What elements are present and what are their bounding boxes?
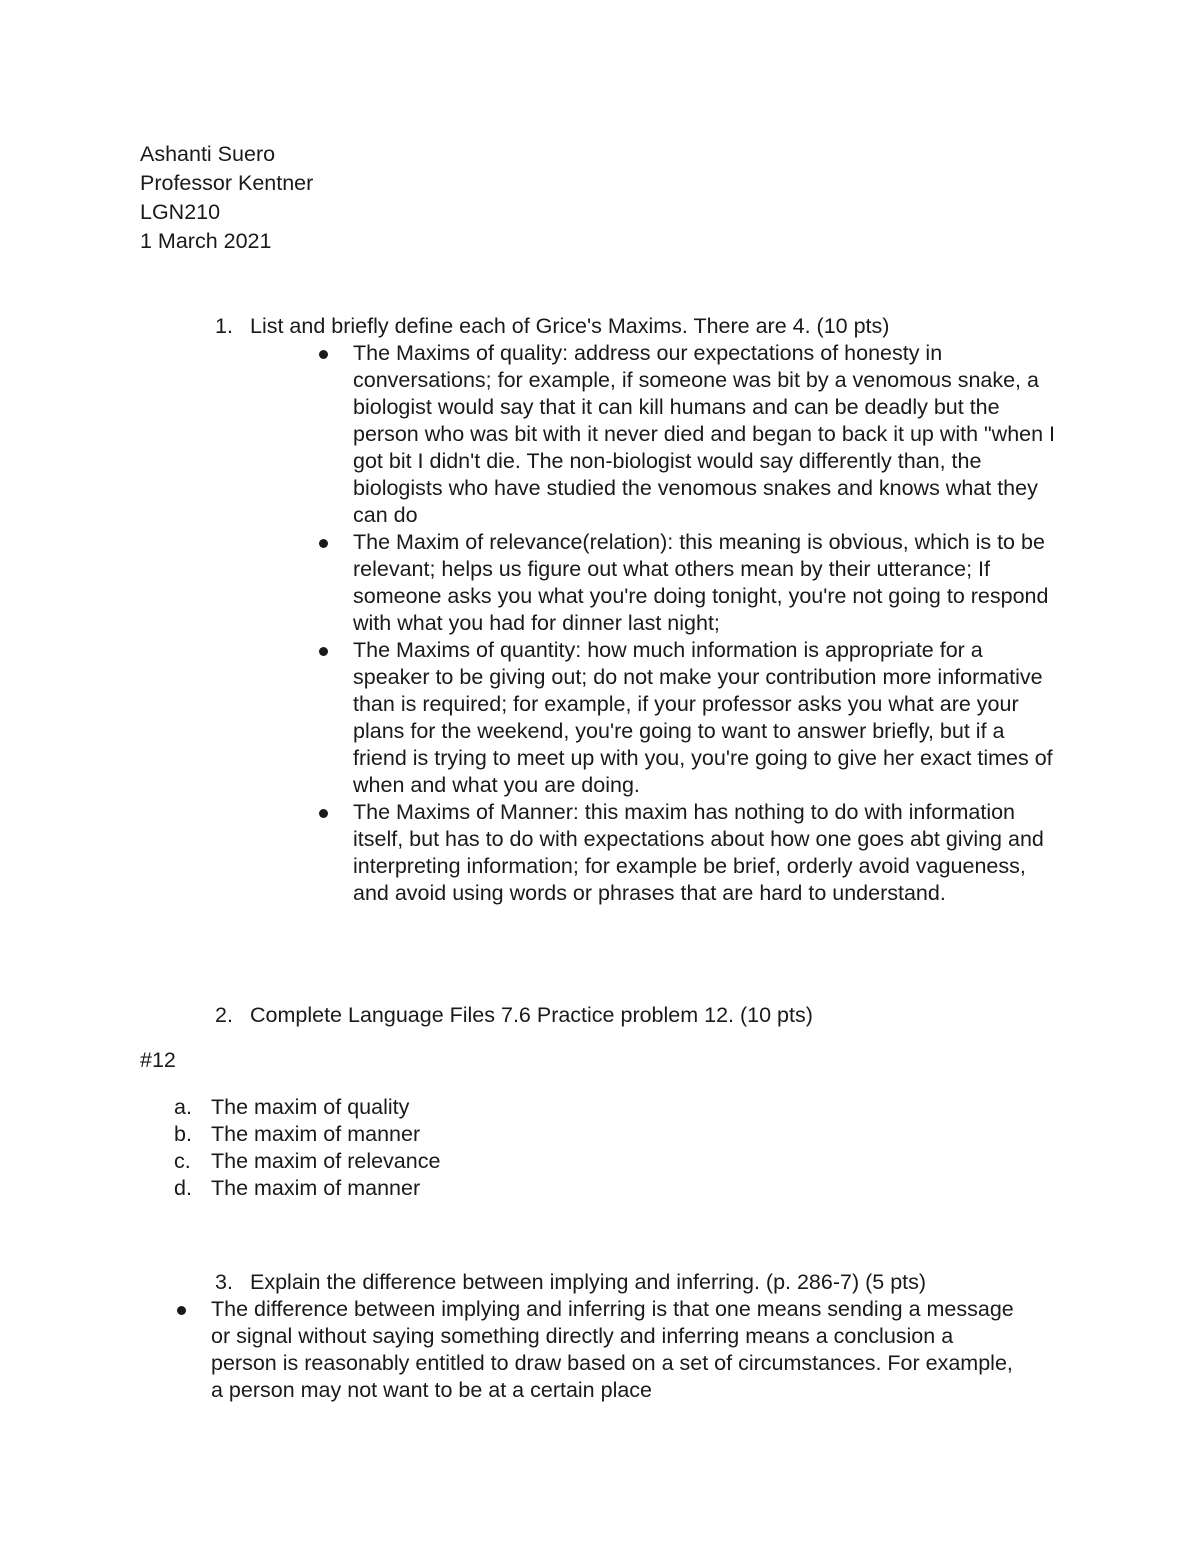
maxim-manner-definition: The Maxims of Manner: this maxim has nothing to do with information itself, but has to do with expectations about how one goes abt giving and interpreting information; for example be brief, orderly avoid vagueness, and avoid using words or phrases that are hard to understand. [353,800,1044,905]
bullet-icon [319,539,328,548]
question-2-title: Complete Language Files 7.6 Practice problem 12. (10 pts) [250,1003,813,1027]
answer-letter: a. [174,1095,192,1119]
answer-text: The maxim of relevance [211,1149,441,1173]
maxim-relevance-definition: The Maxim of relevance(relation): this meaning is obvious, which is to be relevant; helps us figure out what others mean by their utterance; If someone asks you what you're doing tonight, you're not going to respond with what you had for dinner last night; [353,530,1049,635]
maxim-quality-definition: The Maxims of quality: address our expectations of honesty in conversations; for example, if someone was bit by a venomous snake, a biologist would say that it can kill humans and can be deadly but the person who was bit with it never died and began to back it up with "when I got bit I didn't die. The non-biologist would say differently than, the biologists who have studied the venomous snakes and knows what they can do [353,341,1056,527]
question-1-answer-list [319,340,1059,907]
question-3-number: 3. [215,1270,233,1294]
question-3-answer-list [177,1296,1017,1404]
list-item [177,1296,1017,1404]
answer-letter: d. [174,1176,192,1200]
answer-letter: b. [174,1122,192,1146]
answer-text: The maxim of manner [211,1122,421,1146]
professor-name: Professor Kentner [140,171,314,195]
student-name: Ashanti Suero [140,142,276,166]
answer-text: The maxim of quality [211,1095,410,1119]
implying-vs-inferring-answer: The difference between implying and inferring is that one means sending a message or signal without saying something directly and inferring means a conclusion a person is reasonably entitled to draw based on a set of circumstances. For example, a person may not want to be at a certain place [211,1297,1014,1402]
list-item [319,637,1059,799]
list-item [319,340,1059,529]
answer-letter: c. [174,1149,191,1173]
question-3-title: Explain the difference between implying and inferring. (p. 286-7) (5 pts) [250,1270,927,1294]
document-date: 1 March 2021 [140,229,272,253]
question-1-number: 1. [215,314,233,338]
question-1-title: List and briefly define each of Grice's Maxims. There are 4. (10 pts) [250,314,890,338]
question-2-number: 2. [215,1003,233,1027]
problem-label: #12 [140,1048,176,1072]
list-item [319,799,1059,907]
bullet-icon [177,1306,186,1315]
bullet-icon [319,350,328,359]
bullet-icon [319,647,328,656]
maxim-quantity-definition: The Maxims of quantity: how much information is appropriate for a speaker to be giving out; do not make your contribution more informative than is required; for example, if your professor asks you what are your plans for the weekend, you're going to want to answer briefly, but if a friend is trying to meet up with you, you're going to give her exact times of when and what you are doing. [353,638,1053,797]
course-code: LGN210 [140,200,221,224]
list-item [319,529,1059,637]
document-header [140,140,313,256]
bullet-icon [319,809,328,818]
answer-text: The maxim of manner [211,1176,421,1200]
